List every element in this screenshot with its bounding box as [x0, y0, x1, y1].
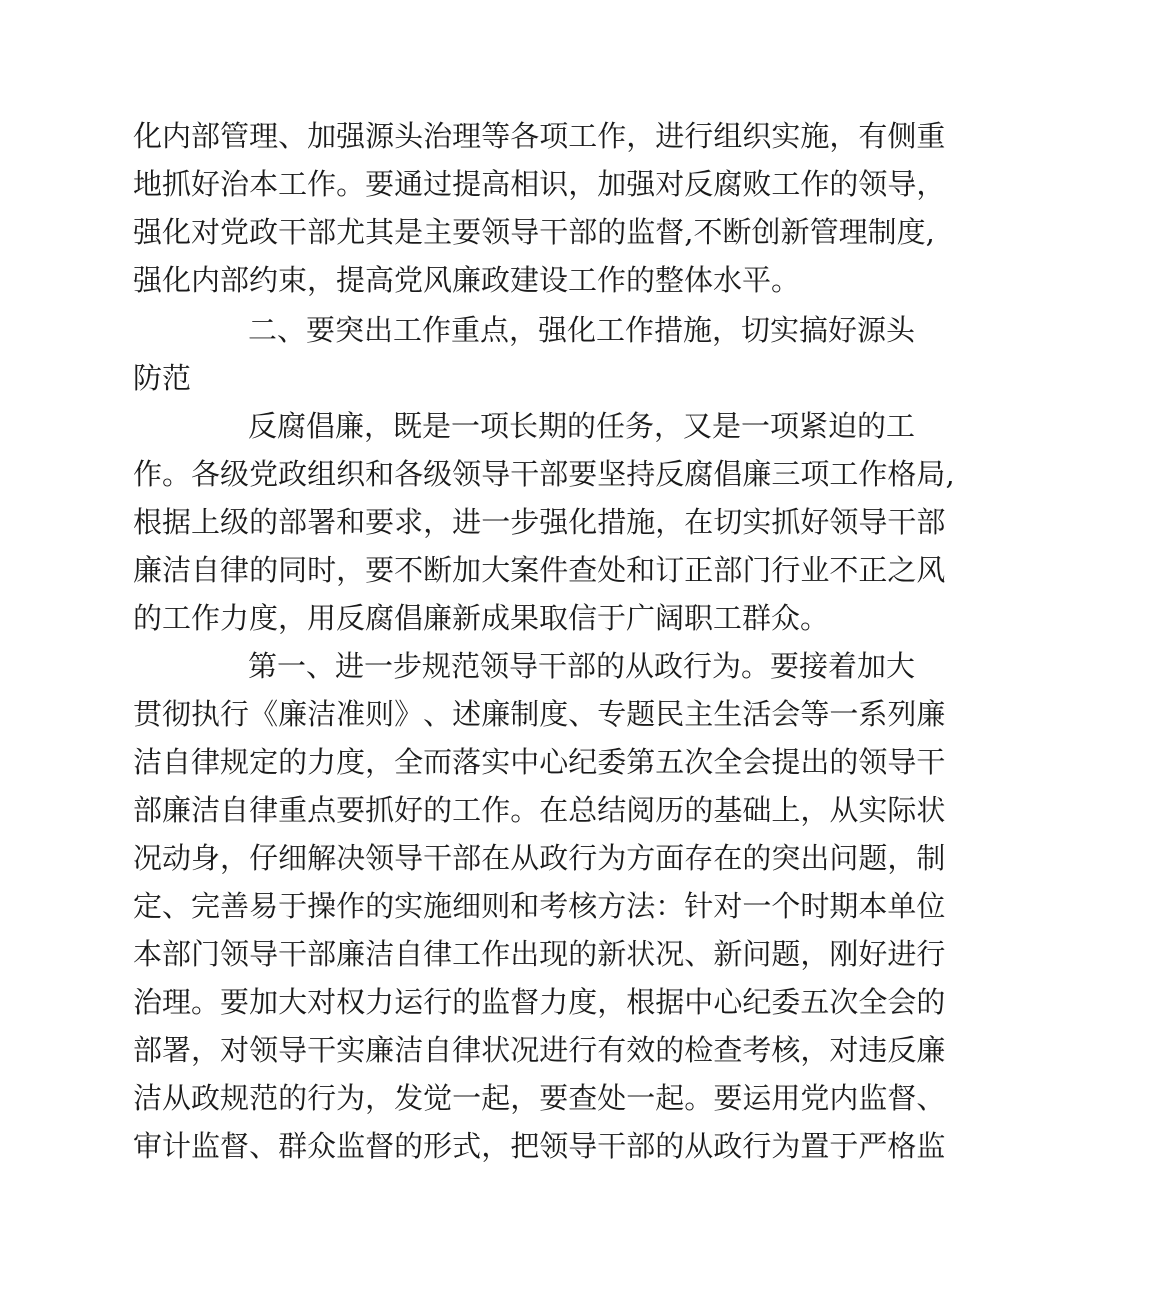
text-line-9: 根 据 上 级 的 部 署 和 要 求 ， 进 一 步 强 化 措 施 ， 在 切 实 抓 好 领 导 干 部: [133, 505, 946, 539]
text-line-13: 贯 彻 执 行 《 廉 洁 准 则 》 、 述 廉 制 度 、 专 题 民 主 生 活 会 等 一 系 列 廉: [133, 697, 946, 731]
text-line-18: 本 部 门 领 导 干 部 廉 洁 自 律 工 作 出 现 的 新 状 况 、 新 问 题 ， 刚 好 进 行: [133, 937, 946, 971]
text-line-7: 反腐倡廉，既是一项长期的任务，又是一项紧迫的工: [248, 409, 916, 443]
text-line-17: 定 、 完 善 易 于 操 作 的 实 施 细 则 和 考 核 方 法 ： 针 对 一 个 时 期 本 单 位: [133, 889, 946, 923]
text-line-10: 廉 洁 自 律 的 同 时 ， 要 不 断 加 大 案 件 查 处 和 订 正 部 门 行 业 不 正 之 风: [133, 553, 946, 587]
text-line-8: 作 。 各 级 党 政 组 织 和 各 级 领 导 干 部 要 坚 持 反 腐 倡 廉 三 项 工 作 格 局 ,: [133, 457, 955, 491]
text-line-19: 治 理 。 要 加 大 对 权 力 运 行 的 监 督 力 度 ， 根 据 中 心 纪 委 五 次 全 会 的: [133, 985, 946, 1019]
text-line-3: 强 化 对 党 政 干 部 尤 其 是 主 要 领 导 干 部 的 监 督 , 不 断 创 新 管 理 制 度 ,: [133, 215, 935, 249]
text-line-20: 部 署 ， 对 领 导 干 实 廉 洁 自 律 状 况 进 行 有 效 的 检 查 考 核 ， 对 违 反 廉: [133, 1033, 946, 1067]
section-heading-line-1: 二、要突出工作重点，强化工作措施，切实搞好源头: [248, 313, 916, 347]
text-line-15: 部 廉 洁 自 律 重 点 要 抓 好 的 工 作 。 在 总 结 阅 历 的 基 础 上 ， 从 实 际 状: [133, 793, 946, 827]
text-line-12: 第一、进一步规范领导干部的从政行为。要接着加大: [248, 649, 916, 683]
text-line-14: 洁 自 律 规 定 的 力 度 ， 全 而 落 实 中 心 纪 委 第 五 次 全 会 提 出 的 领 导 干: [133, 745, 946, 779]
section-heading-line-2: 防范: [133, 361, 192, 395]
text-line-16: 况 动 身 ， 仔 细 解 决 领 导 干 部 在 从 政 行 为 方 面 存 在 的 突 出 问 题 ， 制: [133, 841, 946, 875]
text-line-11: 的工作力度，用反腐倡廉新成果取信于广阔职工群众。: [133, 601, 830, 635]
text-line-4: 强化内部约束，提高党风廉政建设工作的整体水平。: [133, 263, 801, 297]
text-line-1: 化 内 部 管 理 、 加 强 源 头 治 理 等 各 项 工 作 ， 进 行 组 织 实 施 ， 有 侧 重: [133, 119, 946, 153]
text-line-21: 洁 从 政 规 范 的 行 为 ， 发 觉 一 起 ， 要 查 处 一 起 。 要 运 用 党 内 监 督 、: [133, 1081, 946, 1115]
text-line-2: 地 抓 好 治 本 工 作 。 要 通 过 提 高 相 识 ， 加 强 对 反 腐 败 工 作 的 领 导 ，: [133, 167, 946, 201]
text-line-22: 审 计 监 督 、 群 众 监 督 的 形 式 ， 把 领 导 干 部 的 从 政 行 为 置 于 严 格 监: [133, 1129, 946, 1163]
